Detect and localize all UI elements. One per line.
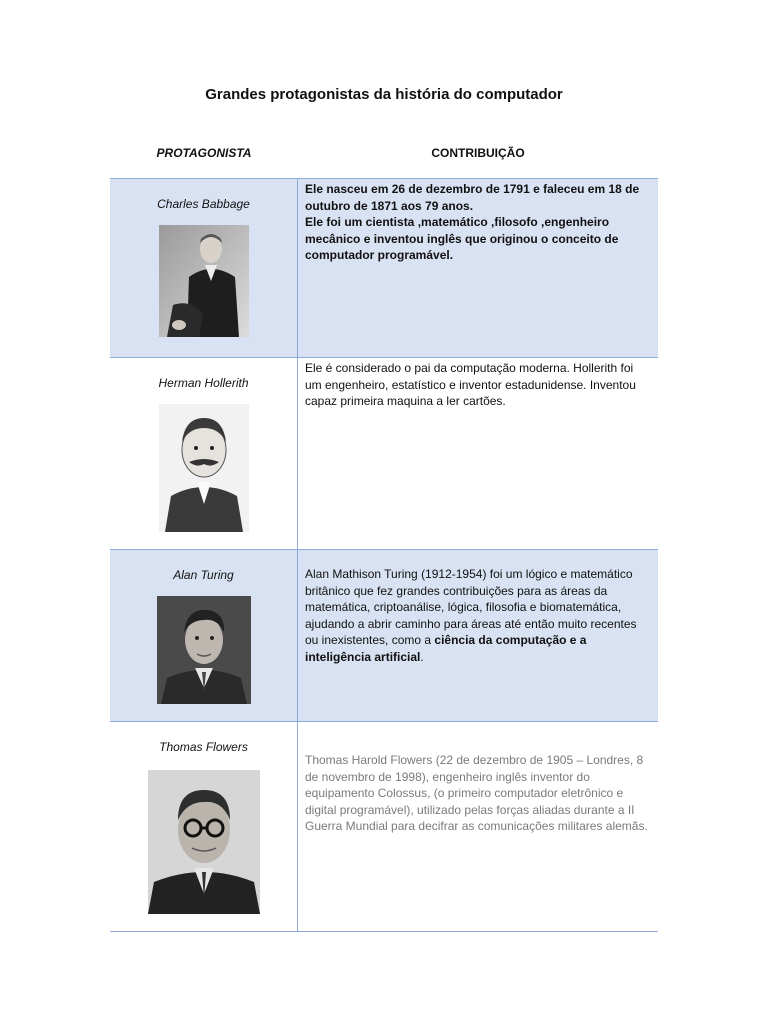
contribution-text: Ele foi um cientista ,matemático ,filosofo ,engenheiro mecânico e inventou inglês que originou o conceito de computador programável. [305, 215, 619, 263]
protagonist-name: Herman Hollerith [158, 376, 249, 390]
portrait-thomas-flowers [148, 770, 260, 914]
protagonist-cell [110, 722, 298, 931]
portrait-herman-hollerith [159, 404, 249, 532]
contribution-cell [298, 550, 658, 721]
column-header-protagonista: PROTAGONISTA [156, 146, 252, 160]
contribution-cell [298, 358, 658, 549]
protagonist-cell [110, 358, 298, 549]
table-row-hollerith [110, 358, 658, 550]
protagonist-cell [110, 179, 298, 357]
contribution-text: Alan Mathison Turing (1912-1954) foi um lógico e matemático britânico que fez grandes contribuições para as áreas da matemática, criptoanálise, lógica, filosofia e biomatemática, ajudando a abrir caminho para áreas até então muito recentes ou inexistentes, como a ciência da computação e a inteligência artificial. [305, 567, 637, 664]
table-row-turing [110, 550, 658, 722]
table-row-babbage [110, 179, 658, 358]
page-title: Grandes protagonistas da história do computador [205, 86, 563, 103]
protagonist-name: Charles Babbage [157, 197, 250, 211]
contribution-cell [298, 722, 658, 931]
table-row-flowers [110, 722, 658, 932]
contribution-text: Thomas Harold Flowers (22 de dezembro de 1905 – Londres, 8 de novembro de 1998), engenheiro inglês inventor do equipamento Colossus, (o primeiro computador eletrônico e digital programável), utilizado pelas forças aliadas durante a II Guerra Mundial para decifrar as comunicações militares alemãs. [305, 753, 648, 834]
portrait-charles-babbage [159, 225, 249, 337]
contribution-cell [298, 179, 658, 357]
protagonists-table [110, 178, 658, 932]
protagonist-cell [110, 550, 298, 721]
contribution-text: Ele nasceu em 26 de dezembro de 1791 e faleceu em 18 de outubro de 1871 aos 79 anos. [305, 182, 640, 213]
protagonist-name: Thomas Flowers [159, 740, 248, 754]
column-header-contribuicao: CONTRIBUIÇÃO [431, 146, 525, 160]
protagonist-name: Alan Turing [173, 568, 234, 582]
portrait-alan-turing [157, 596, 251, 704]
contribution-text: Ele é considerado o pai da computação moderna. Hollerith foi um engenheiro, estatístico e inventor estadunidense. Inventou capaz primeira maquina a ler cartões. [305, 361, 636, 409]
